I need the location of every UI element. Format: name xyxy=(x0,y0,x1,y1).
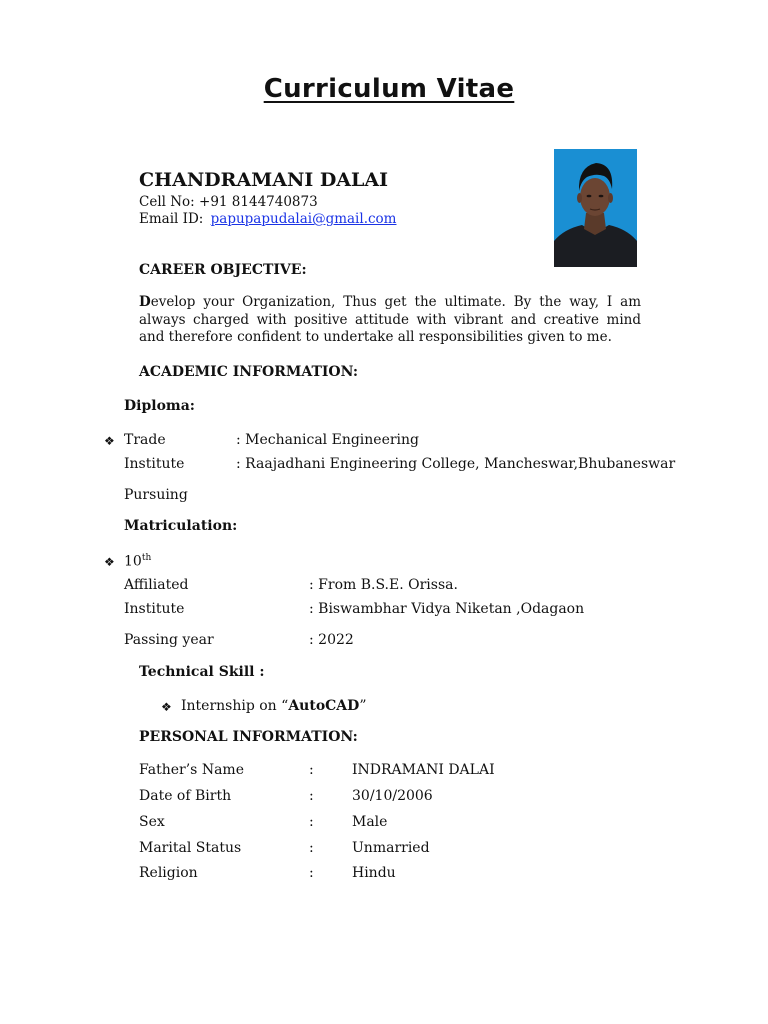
personal-label: Religion xyxy=(139,865,198,881)
personal-colon: : xyxy=(309,788,314,804)
skill-suffix: ” xyxy=(359,698,367,714)
matric-institute-label: Institute xyxy=(124,601,185,617)
matric-level-number: 10 xyxy=(124,553,142,570)
affiliated-label: Affiliated xyxy=(124,577,189,593)
passing-year-value xyxy=(309,632,354,648)
diploma-bullet-icon: ❖ xyxy=(104,434,115,448)
cell-line xyxy=(139,194,318,210)
person-photo-icon xyxy=(554,149,637,267)
passing-year-label: Passing year xyxy=(124,632,214,648)
objective-body: evelop your Organization, Thus get the ultimate. By the way, I am always charged with positive attitude with vibrant and creative mind and therefore confident to undertake all responsibilities given to me. xyxy=(139,294,641,345)
matric-institute-value: : Biswambhar Vidya Niketan ,Odagaon xyxy=(309,601,585,617)
personal-colon: : xyxy=(309,865,314,881)
email-label: Email ID: xyxy=(139,211,204,227)
personal-value: INDRAMANI DALAI xyxy=(352,762,495,778)
passing-year-number: 2022 xyxy=(318,632,354,648)
personal-info-heading: PERSONAL INFORMATION: xyxy=(139,729,358,745)
cell-label: Cell No: xyxy=(139,194,195,210)
personal-label: Sex xyxy=(139,814,165,830)
skill-bullet-icon: ❖ xyxy=(161,700,172,714)
skill-item xyxy=(181,698,366,714)
affiliated-value: : From B.S.E. Orissa. xyxy=(309,577,458,593)
profile-photo xyxy=(554,149,637,267)
passing-year-colon: : xyxy=(309,632,314,648)
career-objective-heading: CAREER OBJECTIVE: xyxy=(139,262,307,278)
matriculation-heading: Matriculation: xyxy=(124,518,238,534)
trade-label: Trade xyxy=(124,432,166,448)
career-objective-text xyxy=(139,294,641,347)
personal-value: Male xyxy=(352,814,388,830)
personal-colon: : xyxy=(309,814,314,830)
email-line xyxy=(139,211,396,227)
academic-heading: ACADEMIC INFORMATION: xyxy=(139,364,359,380)
diploma-institute-value: : Raajadhani Engineering College, Mancheswar,Bhubaneswar xyxy=(236,456,676,472)
page-title: Curriculum Vitae xyxy=(263,74,515,104)
personal-value: Hindu xyxy=(352,865,396,881)
matric-level-suffix: th xyxy=(141,553,152,563)
personal-colon: : xyxy=(309,840,314,856)
personal-label: Marital Status xyxy=(139,840,242,856)
personal-label: Date of Birth xyxy=(139,788,232,804)
personal-value: Unmarried xyxy=(352,840,430,856)
objective-first-letter: D xyxy=(139,294,151,310)
diploma-heading: Diploma: xyxy=(124,398,195,414)
skill-prefix: Internship on “ xyxy=(181,698,289,714)
personal-colon: : xyxy=(309,762,314,778)
technical-skill-heading: Technical Skill : xyxy=(139,664,265,680)
personal-value: 30/10/2006 xyxy=(352,788,433,804)
matric-bullet-icon: ❖ xyxy=(104,555,115,569)
matric-level xyxy=(124,553,151,570)
skill-name: AutoCAD xyxy=(288,698,360,714)
candidate-name: CHANDRAMANI DALAI xyxy=(139,169,389,191)
diploma-institute-label: Institute xyxy=(124,456,185,472)
diploma-status: Pursuing xyxy=(124,487,188,503)
cell-value: +91 8144740873 xyxy=(199,194,318,210)
email-link[interactable]: papupapudalai@gmail.com xyxy=(210,211,397,227)
personal-label: Father’s Name xyxy=(139,762,244,778)
trade-value: : Mechanical Engineering xyxy=(236,432,420,448)
